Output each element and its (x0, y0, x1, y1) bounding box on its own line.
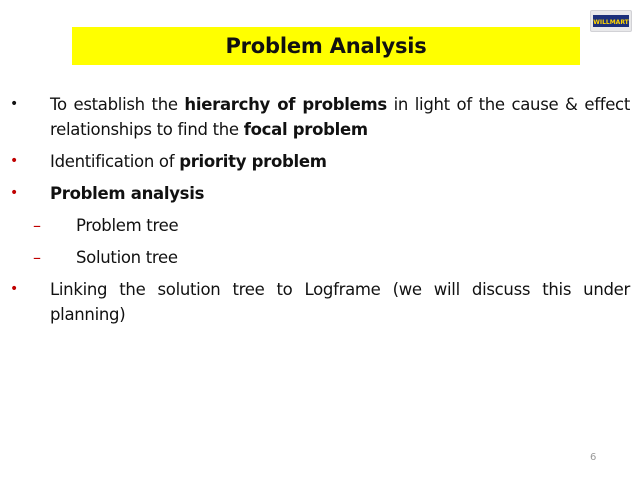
page-number: 6 (590, 452, 597, 463)
bullet-icon: • (10, 153, 18, 169)
sub-list-item (0, 213, 638, 238)
brand-logo-text: WILLMART (593, 19, 629, 26)
list-item-text: To establish the hierarchy of problems in light of the cause & effect relationships to find the focal problem (50, 95, 630, 139)
brand-logo-mark (593, 15, 629, 27)
list-item-text: Linking the solution tree to Logframe (we will discuss this under planning) (50, 280, 630, 324)
emphasis-text: focal problem (243, 120, 368, 139)
list-item (0, 92, 638, 142)
title-bar (72, 27, 580, 65)
sub-list-item (0, 245, 638, 270)
list-item-text: Identification of priority problem (50, 152, 327, 171)
bullet-icon: • (10, 185, 18, 201)
sub-list-item-text: Problem tree (76, 216, 179, 235)
bullet-list (0, 92, 638, 334)
list-item (0, 277, 638, 327)
bullet-icon: • (10, 281, 18, 297)
dash-icon: – (33, 248, 41, 267)
emphasis-text: hierarchy of problems (184, 95, 387, 114)
emphasis-text: priority problem (179, 152, 327, 171)
dash-icon: – (33, 216, 41, 235)
list-item (0, 149, 638, 174)
bullet-icon: • (10, 96, 18, 112)
sub-list-item-text: Solution tree (76, 248, 178, 267)
list-item (0, 181, 638, 206)
list-item-text: Problem analysis (50, 184, 205, 203)
brand-logo (590, 10, 632, 32)
slide-title: Problem Analysis (225, 34, 427, 58)
